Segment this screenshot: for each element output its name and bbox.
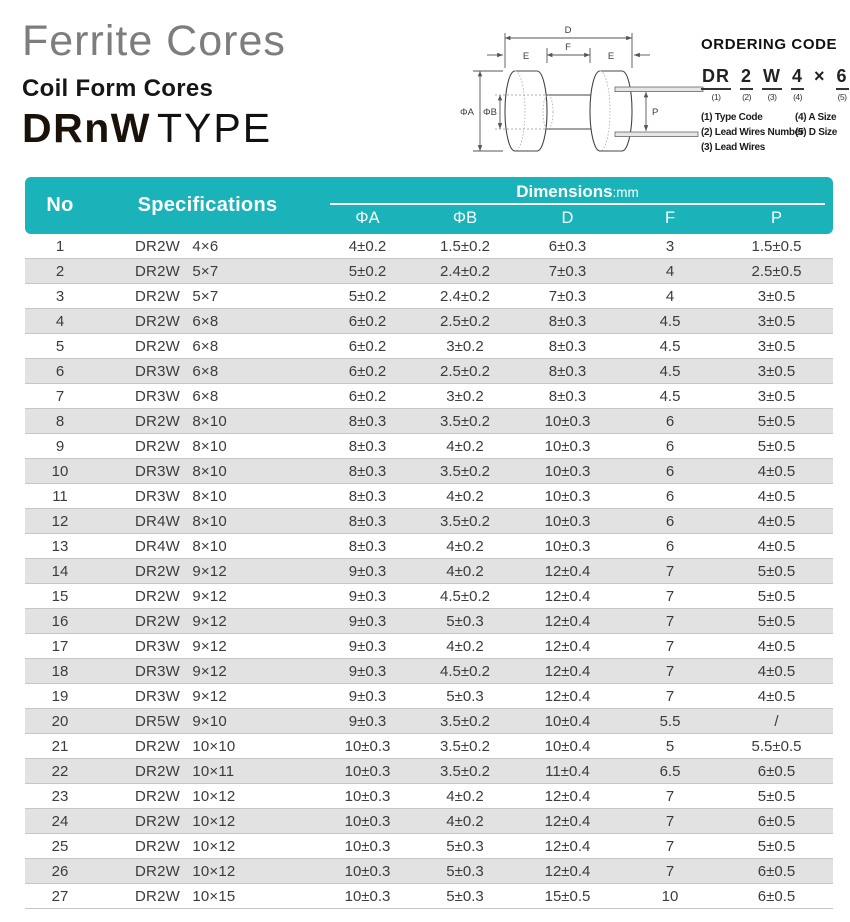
col-header-phiB: ΦB [452,208,478,227]
phi-a-cell: 5±0.2 [348,287,387,305]
d-cell: 10±0.3 [544,487,591,505]
f-cell: 7 [665,837,675,855]
p-cell: 6±0.5 [757,812,796,830]
spec-cell: DR2W 5×7 [135,262,219,280]
d-cell: 12±0.4 [544,787,591,805]
d-cell: 12±0.4 [544,687,591,705]
row-number-cell: 9 [55,437,65,455]
ordering-code-line [701,67,849,102]
row-number-cell: 11 [52,487,68,505]
f-cell: 7 [665,787,675,805]
row-number-cell: 26 [51,862,69,880]
spec-cell: DR2W 10×11 [135,762,235,780]
col-header-phiA: ΦA [355,208,380,227]
legend-item: (1) Type Code [701,112,763,123]
spec-cell: DR4W 8×10 [135,512,227,530]
row-number-cell: 15 [51,587,69,605]
dimension-table [25,177,833,909]
phi-b-cell: 3±0.2 [446,387,484,405]
spec-cell: DR3W 9×12 [135,687,227,705]
phi-b-cell: 4±0.2 [446,487,484,505]
spec-cell: DR2W 6×8 [135,337,219,355]
phi-a-cell: 4±0.2 [348,237,387,255]
phi-b-cell: 4.5±0.2 [440,662,490,680]
f-cell: 3 [665,237,675,255]
row-number-cell: 2 [55,262,65,280]
d-cell: 12±0.4 [544,587,591,605]
d-cell: 10±0.3 [544,537,591,555]
legend-item: (2) Lead Wires Number [701,127,804,138]
phi-b-cell: 1.5±0.2 [440,237,490,255]
table-header [25,177,833,234]
ordering-code-char: × [814,66,826,86]
legend-column-right [795,112,837,153]
ordering-code-block [701,36,849,153]
row-number-cell: 24 [51,812,69,830]
type-title [22,105,442,152]
spec-cell: DR2W 5×7 [135,287,219,305]
col-header-specifications: Specifications [137,194,278,216]
dimensions-header [330,177,825,205]
d-cell: 12±0.4 [544,562,591,580]
phi-b-cell: 3.5±0.2 [440,762,490,780]
row-number-cell: 22 [51,762,69,780]
row-number-cell: 1 [55,237,65,255]
d-cell: 10±0.3 [544,512,591,530]
f-cell: 7 [665,612,675,630]
d-cell: 8±0.3 [548,387,587,405]
f-cell: 6 [665,412,675,430]
phi-a-cell: 8±0.3 [348,412,387,430]
row-number-cell: 19 [51,687,69,705]
f-cell: 7 [665,637,675,655]
type-code-text: DRnW [22,105,151,152]
col-header-F: F [664,208,676,227]
ordering-code-heading: ORDERING CODE [701,36,838,53]
type-word-text: TYPE [156,105,273,152]
phi-b-cell: 3.5±0.2 [440,737,490,755]
spec-cell: DR3W 9×12 [135,637,227,655]
phi-a-cell: 10±0.3 [344,862,391,880]
spec-cell: DR2W 10×15 [135,887,236,905]
phi-a-cell: 9±0.3 [348,662,387,680]
p-cell: 5.5±0.5 [751,737,802,755]
p-cell: 6±0.5 [757,862,796,880]
ordering-code-part [813,67,827,92]
phi-a-cell: 8±0.3 [348,437,387,455]
phi-b-cell: 5±0.3 [446,862,484,880]
phi-b-cell: 4±0.2 [446,812,484,830]
f-cell: 10 [661,887,679,905]
p-cell: 4±0.5 [757,662,796,680]
phi-b-cell: 3.5±0.2 [440,412,490,430]
phi-b-cell: 3±0.2 [446,337,484,355]
p-cell: 5±0.5 [757,837,796,855]
col-header-P: P [770,208,782,227]
p-cell: 4±0.5 [757,512,796,530]
spec-cell: DR3W 8×10 [135,462,227,480]
phi-b-cell: 3.5±0.2 [440,462,490,480]
p-cell: 3±0.5 [757,387,796,405]
row-number-cell: 27 [51,887,69,905]
ordering-code-position: (4) [793,92,802,102]
ordering-code-position: (5) [837,92,847,102]
ordering-code-part [762,67,782,102]
f-cell: 6 [665,487,675,505]
d-cell: 10±0.3 [544,462,591,480]
d-cell: 7±0.3 [548,287,587,305]
table-row [25,459,833,484]
phi-b-cell: 5±0.3 [446,687,484,705]
phi-b-cell: 4±0.2 [446,437,484,455]
table-row [25,384,833,409]
ordering-code-char: W [762,67,782,90]
col-header-D: D [561,208,574,227]
label-F: F [565,42,571,53]
phi-a-cell: 10±0.3 [344,762,391,780]
phi-a-cell: 10±0.3 [344,787,391,805]
row-number-cell: 10 [51,462,69,480]
spec-cell: DR2W 10×12 [135,787,236,805]
phi-b-cell: 2.4±0.2 [440,262,490,280]
row-number-cell: 18 [51,662,69,680]
page-title: Ferrite Cores [22,17,286,65]
table-header-right [320,177,833,234]
f-cell: 4.5 [659,337,681,355]
phi-a-cell: 9±0.3 [348,687,387,705]
f-cell: 6.5 [659,762,681,780]
phi-b-cell: 5±0.3 [446,612,484,630]
dimensions-label: Dimensions [516,182,613,201]
label-phiB: ΦB [483,107,497,118]
f-cell: 7 [665,562,675,580]
legend-column-left [701,112,804,153]
phi-b-cell: 2.4±0.2 [440,287,490,305]
f-cell: 6 [665,537,675,555]
spec-cell: DR3W 8×10 [135,487,227,505]
row-number-cell: 16 [51,612,69,630]
phi-a-cell: 10±0.3 [344,812,391,830]
d-cell: 12±0.4 [544,862,591,880]
d-cell: 12±0.4 [544,812,591,830]
phi-a-cell: 9±0.3 [348,612,387,630]
phi-a-cell: 9±0.3 [348,712,387,730]
phi-b-cell: 2.5±0.2 [440,312,490,330]
table-row [25,634,833,659]
p-cell: 6±0.5 [757,762,796,780]
d-cell: 8±0.3 [548,362,587,380]
row-number-cell: 23 [51,787,69,805]
ordering-code-part [791,67,804,102]
legend-item: (4) A Size [795,112,837,123]
spec-cell: DR2W 10×12 [135,862,236,880]
ordering-code-part [701,67,731,102]
ordering-code-position: (2) [742,92,751,102]
d-cell: 11±0.4 [545,762,590,780]
phi-b-cell: 4±0.2 [446,637,484,655]
left-flange [505,71,547,151]
table-row [25,234,833,259]
phi-a-cell: 8±0.3 [348,487,387,505]
spec-cell: DR2W 10×10 [135,737,236,755]
phi-a-cell: 9±0.3 [348,587,387,605]
f-cell: 7 [665,812,675,830]
ordering-code-char: 4 [791,67,804,90]
f-cell: 4.5 [659,312,681,330]
row-number-cell: 13 [51,537,69,555]
phi-a-cell: 8±0.3 [348,462,387,480]
row-number-cell: 8 [55,412,65,430]
phi-a-cell: 10±0.3 [344,887,391,905]
d-cell: 7±0.3 [548,262,587,280]
p-cell: 5±0.5 [757,612,796,630]
table-body [25,234,833,909]
label-phiA: ΦA [460,107,474,118]
f-cell: 6 [665,512,675,530]
row-number-cell: 25 [51,837,69,855]
ordering-code-char: DR [701,67,731,90]
p-cell: 3±0.5 [757,312,796,330]
table-header-left [25,177,320,234]
table-row [25,684,833,709]
phi-a-cell: 6±0.2 [348,312,387,330]
spec-cell: DR3W 6×8 [135,362,219,380]
dimensions-unit: :mm [612,184,639,200]
ordering-code-position: (3) [767,92,777,102]
f-cell: 7 [665,687,675,705]
phi-a-cell: 9±0.3 [348,562,387,580]
row-number-cell: 5 [55,337,65,355]
p-cell: 3±0.5 [757,362,796,380]
ordering-code-part [836,67,849,102]
d-cell: 12±0.4 [544,837,591,855]
p-cell: 3±0.5 [757,287,796,305]
spec-cell: DR2W 9×12 [135,587,227,605]
ordering-code-char: 6 [836,67,849,90]
table-row [25,409,833,434]
d-cell: 10±0.4 [544,737,591,755]
label-E-left: E [522,51,530,62]
f-cell: 4 [665,287,675,305]
table-row [25,509,833,534]
p-cell: 4±0.5 [757,537,796,555]
f-cell: 7 [665,862,675,880]
row-number-cell: 4 [55,312,65,330]
phi-b-cell: 5±0.3 [446,887,484,905]
dimension-subcolumns [320,205,833,234]
table-row [25,759,833,784]
spec-cell: DR2W 9×12 [135,562,227,580]
row-number-cell: 14 [51,562,69,580]
ordering-code-char: 2 [740,67,753,90]
core-body [542,95,595,129]
phi-b-cell: 4.5±0.2 [440,587,490,605]
spec-cell: DR2W 9×12 [135,612,227,630]
p-cell: 5±0.5 [757,437,796,455]
p-cell: 2.5±0.5 [751,262,802,280]
spec-cell: DR2W 8×10 [135,437,227,455]
p-cell: 4±0.5 [757,487,796,505]
table-row [25,484,833,509]
p-cell: 5±0.5 [757,587,796,605]
phi-b-cell: 4±0.2 [446,537,484,555]
p-cell: 5±0.5 [757,787,796,805]
table-row [25,259,833,284]
spec-cell: DR3W 6×8 [135,387,219,405]
f-cell: 4.5 [659,362,681,380]
core-dimension-diagram [445,18,717,168]
p-cell: 5±0.5 [757,562,796,580]
col-header-no: No [46,194,74,216]
d-cell: 12±0.4 [544,637,591,655]
table-row [25,559,833,584]
f-cell: 5.5 [659,712,681,730]
table-row [25,884,833,909]
legend-item: (5) D Size [795,127,838,138]
phi-a-cell: 6±0.2 [348,387,387,405]
ordering-code-part [740,67,753,102]
spec-cell: DR4W 8×10 [135,537,227,555]
f-cell: 7 [665,587,675,605]
phi-b-cell: 5±0.3 [446,837,484,855]
phi-a-cell: 10±0.3 [344,737,391,755]
phi-b-cell: 4±0.2 [446,787,484,805]
p-cell: 6±0.5 [757,887,796,905]
d-cell: 10±0.4 [544,712,591,730]
d-cell: 12±0.4 [544,662,591,680]
d-cell: 8±0.3 [548,337,587,355]
spec-cell: DR3W 9×12 [135,662,227,680]
table-row [25,334,833,359]
f-cell: 5 [665,737,675,755]
row-number-cell: 17 [51,637,69,655]
row-number-cell: 6 [55,362,65,380]
table-row [25,809,833,834]
spec-cell: DR2W 4×6 [135,237,219,255]
ordering-code-legend [701,112,849,153]
f-cell: 6 [665,437,675,455]
phi-a-cell: 10±0.3 [344,837,391,855]
f-cell: 4 [665,262,675,280]
d-cell: 6±0.3 [548,237,587,255]
table-row [25,609,833,634]
ordering-code-position: (1) [711,92,721,102]
p-cell: 1.5±0.5 [751,237,802,255]
phi-a-cell: 5±0.2 [348,262,387,280]
phi-b-cell: 3.5±0.2 [440,712,490,730]
p-cell: / [774,712,779,730]
row-number-cell: 3 [55,287,65,305]
legend-item: (3) Lead Wires [701,142,766,153]
spec-cell: DR2W 10×12 [135,812,236,830]
row-number-cell: 7 [55,387,65,405]
phi-b-cell: 2.5±0.2 [440,362,490,380]
table-row [25,434,833,459]
f-cell: 6 [665,462,675,480]
p-cell: 4±0.5 [757,462,796,480]
d-cell: 10±0.3 [544,437,591,455]
row-number-cell: 20 [51,712,69,730]
table-row [25,709,833,734]
spec-cell: DR2W 10×12 [135,837,236,855]
d-cell: 12±0.4 [544,612,591,630]
row-number-cell: 21 [51,737,69,755]
p-cell: 4±0.5 [757,687,796,705]
label-P: P [652,107,659,118]
p-cell: 3±0.5 [757,337,796,355]
d-cell: 10±0.3 [544,412,591,430]
phi-a-cell: 6±0.2 [348,362,387,380]
table-row [25,359,833,384]
table-row [25,659,833,684]
right-flange [590,71,632,151]
table-row [25,734,833,759]
p-cell: 4±0.5 [757,637,796,655]
spec-cell: DR2W 6×8 [135,312,219,330]
table-row [25,834,833,859]
phi-a-cell: 9±0.3 [348,637,387,655]
title-block [22,18,442,152]
page-subtitle: Coil Form Cores [22,75,214,103]
spec-cell: DR5W 9×10 [135,712,227,730]
table-row [25,584,833,609]
p-cell: 5±0.5 [757,412,796,430]
phi-a-cell: 6±0.2 [348,337,387,355]
table-row [25,309,833,334]
phi-a-cell: 8±0.3 [348,512,387,530]
f-cell: 4.5 [659,387,681,405]
phi-a-cell: 8±0.3 [348,537,387,555]
f-cell: 7 [665,662,675,680]
spec-cell: DR2W 8×10 [135,412,227,430]
d-cell: 8±0.3 [548,312,587,330]
row-number-cell: 12 [51,512,69,530]
label-E-right: E [607,51,615,62]
label-D: D [564,25,572,36]
phi-b-cell: 3.5±0.2 [440,512,490,530]
table-row [25,859,833,884]
table-row [25,784,833,809]
table-row [25,284,833,309]
phi-b-cell: 4±0.2 [446,562,484,580]
d-cell: 15±0.5 [544,887,591,905]
table-row [25,534,833,559]
